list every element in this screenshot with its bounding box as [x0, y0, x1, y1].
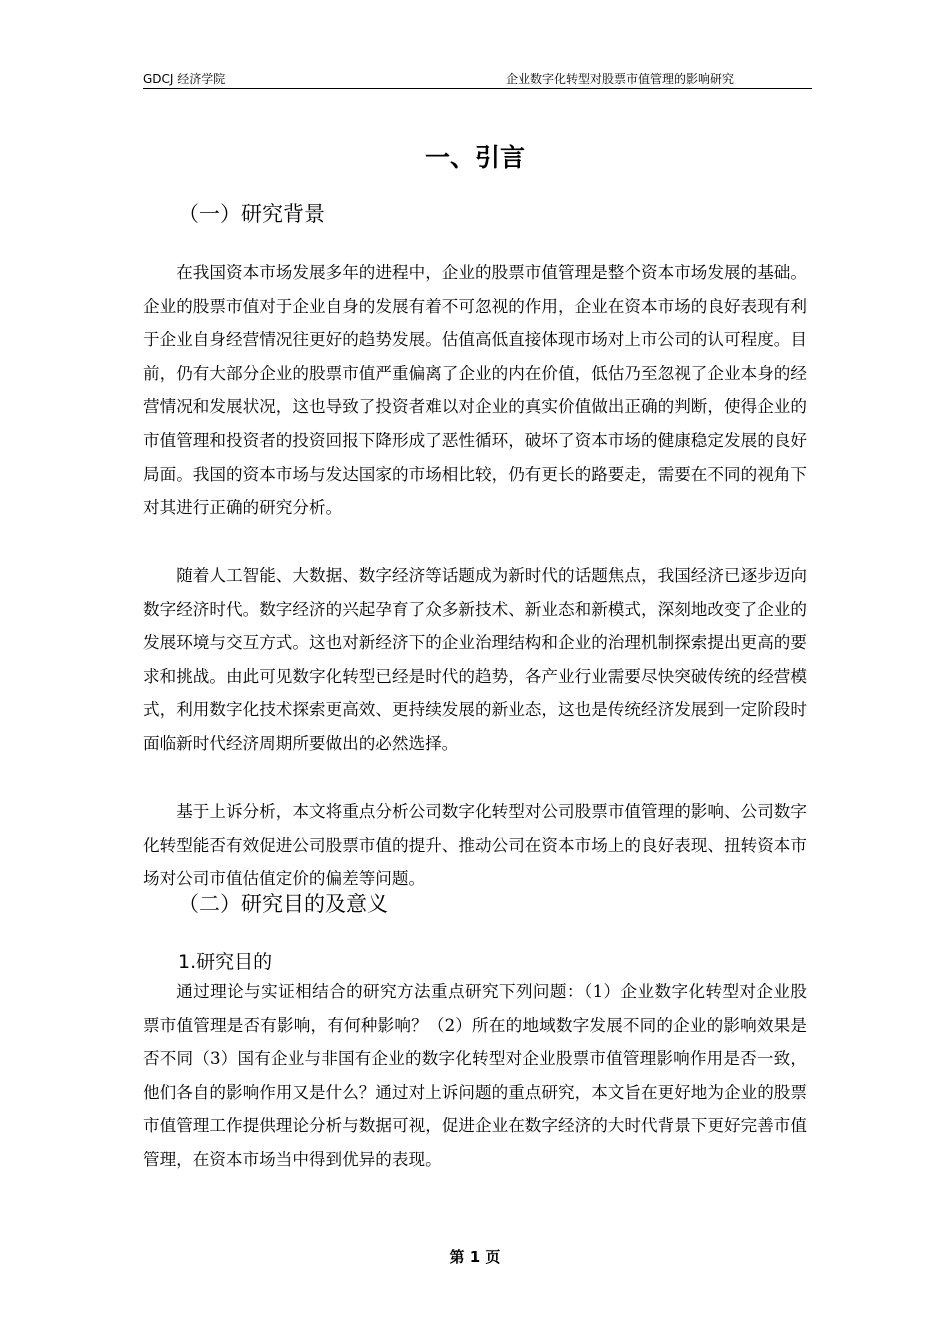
paragraph-background-2: 随着人工智能、大数据、数字经济等话题成为新时代的话题焦点，我国经济已逐步迈向数字经济时代。数字经济的兴起孕育了众多新技术、新业态和新模式，深刻地改变了企业的发展环境与交互方式。这也对新经济下的企业治理结构和企业的治理机制探索提出更高的要求和挑战。由此可见数字化转型已经是时代的趋势，各产业行业需要尽快突破传统的经营模式，利用数字化技术探索更高效、更持续发展的新业态，这也是传统经济发展到一定阶段时面临新时代经济周期所要做出的必然选择。 — [143, 566, 807, 753]
paragraph-background-1: 在我国资本市场发展多年的进程中，企业的股票市值管理是整个资本市场发展的基础。企业的股票市值对于企业自身的发展有着不可忽视的作用，企业在资本市场的良好表现有利于企业自身经营情况往更好的趋势发展。估值高低直接体现市场对上市公司的认可程度。目前，仍有大部分企业的股票市值严重偏离了企业的内在价值，低估乃至忽视了企业本身的经营情况和发展状况，这也导致了投资者难以对企业的真实价值做出正确的判断，使得企业的市值管理和投资者的投资回报下降形成了恶性循环，破坏了资本市场的健康稳定发展的良好局面。我国的资本市场与发达国家的市场相比较，仍有更长的路要走，需要在不同的视角下对其进行正确的研究分析。 — [143, 263, 807, 518]
paragraph-purpose: 通过理论与实证相结合的研究方法重点研究下列问题：（1）企业数字化转型对企业股票市值管理是否有影响，有何种影响？（2）所在的地域数字发展不同的企业的影响效果是否不同（3）国有企业与非国有企业的数字化转型对企业股票市值管理影响作用是否一致，他们各自的影响作用又是什么？通过对上诉问题的重点研究，本文旨在更好地为企业的股票市值管理工作提供理论分析与数据可视，促进企业在数字经济的大时代背景下更好完善市值管理，在资本市场当中得到优异的表现。 — [143, 982, 807, 1169]
subsection-heading-purpose: 1.研究目的 — [178, 951, 273, 973]
header-institution: GDCJ 经济学院 — [143, 72, 226, 86]
section-heading-background: （一）研究背景 — [178, 202, 325, 226]
page-number: 第 1 页 — [449, 1248, 501, 1266]
section-heading-purpose: （二）研究目的及意义 — [178, 892, 388, 916]
header-paper-title: 企业数字化转型对股票市值管理的影响研究 — [505, 72, 734, 86]
page-header — [143, 68, 812, 89]
chapter-title: 一、引言 — [424, 143, 525, 172]
paragraph-background-3: 基于上诉分析，本文将重点分析公司数字化转型对公司股票市值管理的影响、公司数字化转型能否有效促进公司股票市值的提升、推动公司在资本市场上的良好表现、扭转资本市场对公司市值估值定价的偏差等问题。 — [143, 802, 807, 889]
